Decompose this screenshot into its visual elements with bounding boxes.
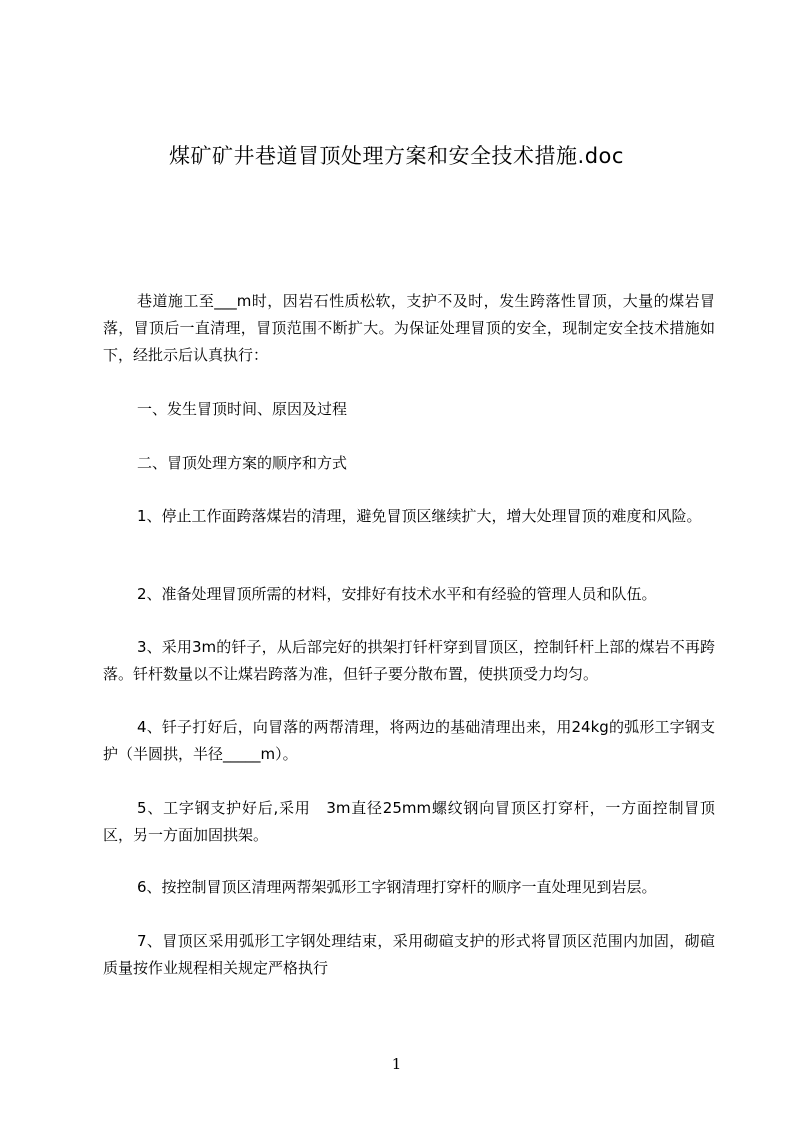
step-paragraph-5: 5、工字钢支护好后,采用 3m直径25mm螺纹钢向冒顶区打穿杆，一方面控制冒顶区，另一方面加固拱架。 bbox=[103, 799, 715, 844]
step-paragraph-2: 2、准备处理冒顶所需的材料，安排好有技术水平和有经验的管理人员和队伍。 bbox=[137, 585, 657, 603]
page-number: 1 bbox=[391, 1055, 402, 1073]
step-paragraph-1: 1、停止工作面跨落煤岩的清理，避免冒顶区继续扩大，增大处理冒顶的难度和风险。 bbox=[137, 507, 702, 525]
intro-paragraph: 巷道施工至___m时，因岩石性质松软，支护不及时，发生跨落性冒顶，大量的煤岩冒落，冒顶后一直清理，冒顶范围不断扩大。为保证处理冒顶的安全，现制定安全技术措施如下，经批示后认真执行： bbox=[103, 292, 715, 364]
document-title: 煤矿矿井巷道冒顶处理方案和安全技术措施.doc bbox=[169, 144, 624, 168]
step-paragraph-7: 7、冒顶区采用弧形工字钢处理结束，采用砌碹支护的形式将冒顶区范围内加固，砌碹质量按作业规程相关规定严格执行 bbox=[103, 932, 715, 977]
section-heading-2: 二、冒顶处理方案的顺序和方式 bbox=[137, 454, 348, 472]
section-heading-1: 一、发生冒顶时间、原因及过程 bbox=[137, 400, 348, 418]
step-paragraph-4: 4、钎子打好后，向冒落的两帮清理，将两边的基础清理出来，用24kg的弧形工字钢支护（半圆拱，半径_____m）。 bbox=[103, 718, 715, 763]
step-paragraph-3: 3、采用3m的钎子，从后部完好的拱架打钎杆穿到冒顶区，控制钎杆上部的煤岩不再跨落。钎杆数量以不让煤岩跨落为准，但钎子要分散布置，使拱顶受力均匀。 bbox=[103, 638, 715, 683]
step-paragraph-6: 6、按控制冒顶区清理两帮架弧形工字钢清理打穿杆的顺序一直处理见到岩层。 bbox=[137, 878, 657, 896]
